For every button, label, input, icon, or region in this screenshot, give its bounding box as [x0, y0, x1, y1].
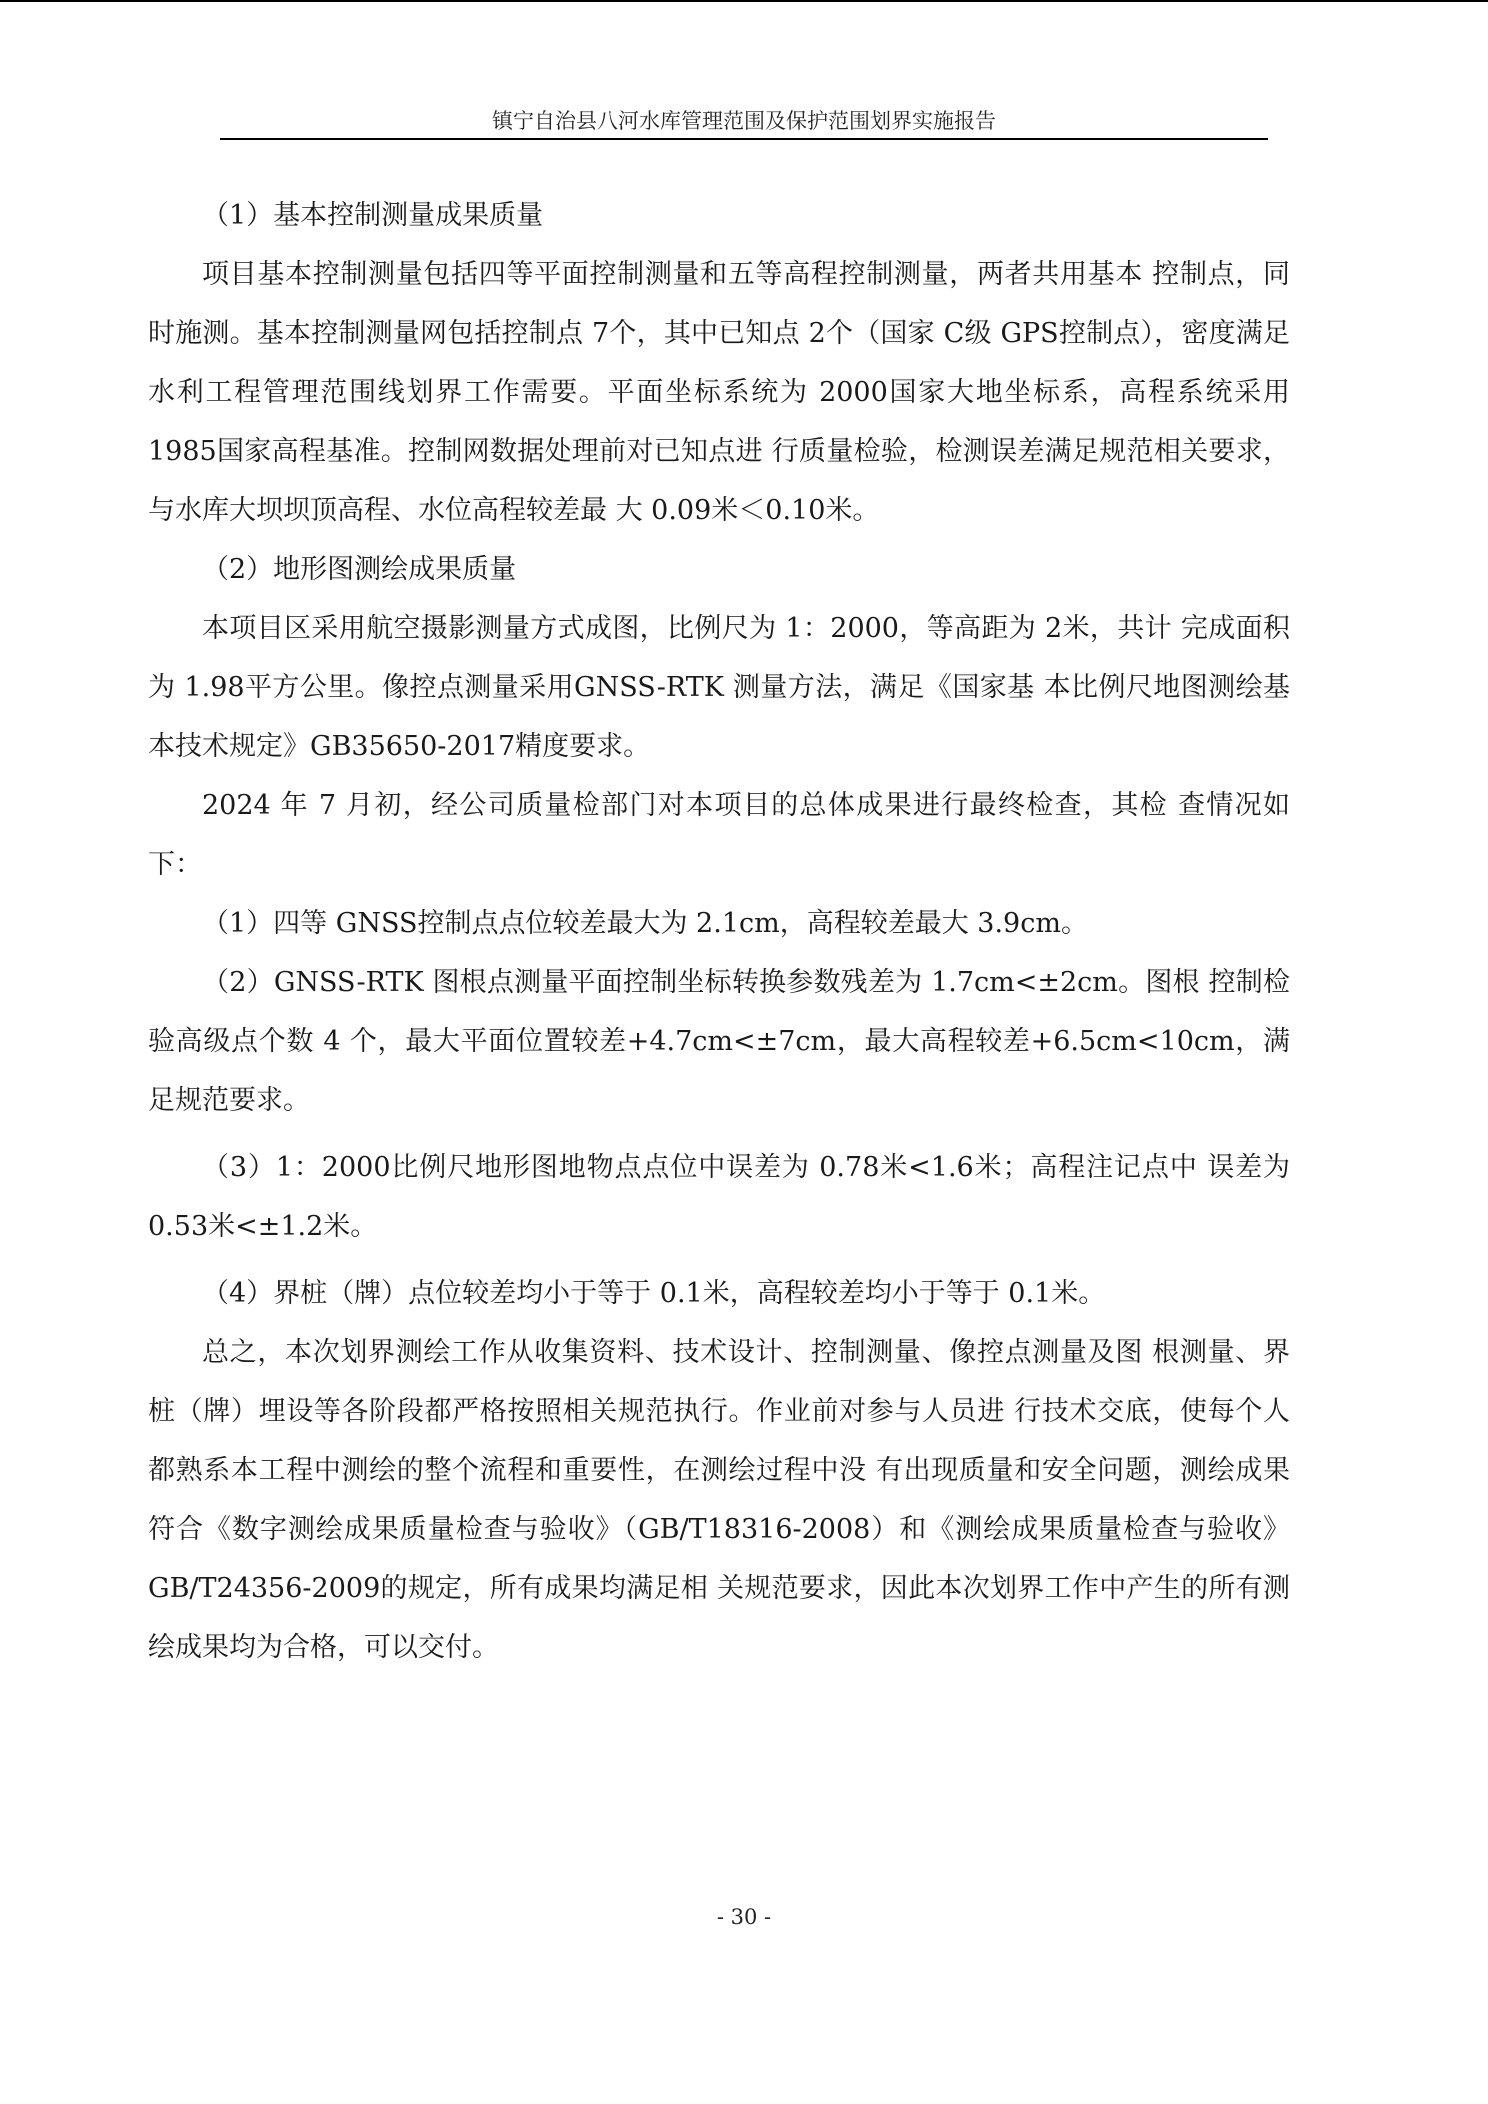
page-number: - 30 -: [716, 1905, 772, 1929]
paragraph-topographic: 本项目区采用航空摄影测量方式成图，比例尺为 1：2000，等高距为 2米，共计 完成面积为 1.98平方公里。像控点测量采用GNSS-RTK 测量方法，满足《国家基 本比例尺地图测绘基本技术规定》GB35650-2017精度要求。: [148, 613, 1290, 762]
check-item-1: （1）四等 GNSS控制点点位较差最大为 2.1cm，高程较差最大 3.9cm。: [202, 908, 1088, 939]
check-item-4: （4）界桩（牌）点位较差均小于等于 0.1米，高程较差均小于等于 0.1米。: [202, 1278, 1106, 1309]
check-item-2: （2）GNSS-RTK 图根点测量平面控制坐标转换参数残差为 1.7cm<±2cm。图根 控制检验高级点个数 4 个，最大平面位置较差+4.7cm<±7cm，最大高程较差+6.5cm<10cm，满足规范要求。: [148, 967, 1290, 1116]
page-header: 镇宁自治县八河水库管理范围及保护范围划界实施报告: [220, 104, 1268, 140]
page-top-border: [0, 0, 1488, 2]
section-heading-topographic: （2）地形图测绘成果质量: [202, 554, 517, 585]
paragraph-conclusion: 总之，本次划界测绘工作从收集资料、技术设计、控制测量、像控点测量及图 根测量、界桩（牌）埋设等各阶段都严格按照相关规范执行。作业前对参与人员进 行技术交底，使每个人都熟系本工程中测绘的整个流程和重要性，在测绘过程中没 有出现质量和安全问题，测绘成果符合《数字测绘成果质量检查与验收》（GB/T18316-2008）和《测绘成果质量检查与验收》GB/T24356-2009的规定，所有成果均满足相 关规范要求，因此本次划界工作中产生的所有测绘成果均为合格，可以交付。: [148, 1337, 1290, 1663]
paragraph-basic-control: 项目基本控制测量包括四等平面控制测量和五等高程控制测量，两者共用基本 控制点，同时施测。基本控制测量网包括控制点 7个，其中已知点 2个（国家 C级 GPS控制点），密度满足水利工程管理范围线划界工作需要。平面坐标系统为 2000国家大地坐标系，高程系统采用 1985国家高程基准。控制网数据处理前对已知点进 行质量检验，检测误差满足规范相关要求，与水库大坝坝顶高程、水位高程较差最 大 0.09米＜0.10米。: [148, 259, 1290, 526]
document-body: [148, 186, 1290, 1677]
check-item-3: （3）1：2000比例尺地形图地物点点位中误差为 0.78米<1.6米；高程注记点中 误差为 0.53米<±1.2米。: [148, 1152, 1290, 1242]
paragraph-final-check: 2024 年 7 月初，经公司质量检部门对本项目的总体成果进行最终检查，其检 查情况如下：: [148, 790, 1290, 880]
section-heading-basic-control: （1）基本控制测量成果质量: [202, 200, 544, 231]
